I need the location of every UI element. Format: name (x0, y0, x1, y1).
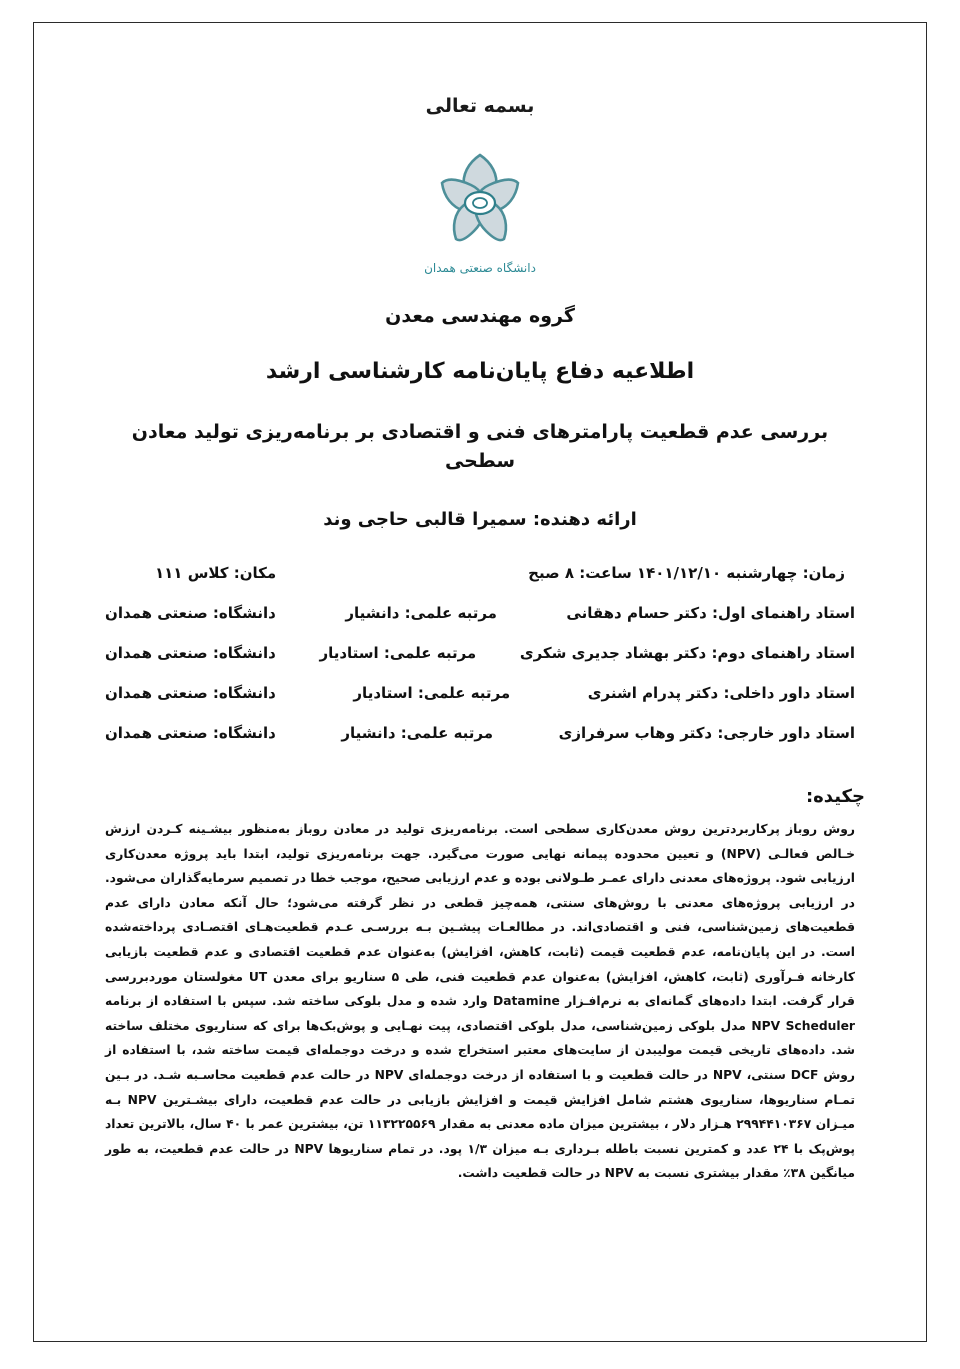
committee-row (95, 724, 865, 742)
committee-list (95, 604, 865, 742)
department-heading: گروه مهندسی معدن (385, 305, 575, 327)
schedule-place: مکان: کلاس ۱۱۱ (155, 564, 277, 582)
schedule-row (95, 564, 865, 582)
document-content (95, 95, 865, 1186)
committee-role-name: استاد راهنمای اول: دکتر حسام دهقانی (566, 604, 855, 622)
committee-rank: مرتبه علمی: استادیار (319, 644, 477, 662)
committee-rank: مرتبه علمی: دانشیار (345, 604, 497, 622)
committee-rank: مرتبه علمی: دانشیار (341, 724, 494, 742)
committee-row (95, 684, 865, 702)
committee-rank: مرتبه علمی: استادیار (353, 684, 511, 702)
committee-university: دانشگاه: صنعتی همدان (105, 644, 276, 662)
abstract-label: چکیده: (805, 786, 865, 807)
committee-university: دانشگاه: صنعتی همدان (105, 724, 276, 742)
logo-caption: دانشگاه صنعتی همدان (424, 261, 536, 275)
notice-title: اطلاعیه دفاع پایان‌نامه کارشناسی ارشد (265, 359, 695, 384)
committee-role-name: استاد داور خارجی: دکتر وهاب سرفرازی (558, 724, 855, 742)
university-logo (95, 143, 865, 255)
committee-row (95, 604, 865, 622)
basmala-heading: بسمه تعالی (425, 95, 535, 117)
committee-university: دانشگاه: صنعتی همدان (105, 604, 276, 622)
thesis-title: بررسی عدم قطعیت پارامترهای فنی و اقتصادی بر برنامه‌ریزی تولید معادن سطحی (131, 421, 829, 472)
schedule-time: زمان: چهارشنبه ۱۴۰۱/۱۲/۱۰ ساعت: ۸ صبح (528, 564, 845, 582)
committee-row (95, 644, 865, 662)
committee-role-name: استاد داور داخلی: دکتر پدرام اشنری (587, 684, 855, 702)
committee-university: دانشگاه: صنعتی همدان (105, 684, 276, 702)
presenter-line: ارائه دهنده: سمیرا قالبی حاجی وند (323, 509, 637, 530)
logo-flower-icon (426, 143, 534, 251)
committee-role-name: استاد راهنمای دوم: دکتر بهشاد جدیری شکری (519, 644, 855, 662)
abstract-text: روش روباز پرکاربردترین روش معدن‌کاری سطحی است. برنامه‌ریزی تولید در معادن روباز به‌منظور بیشـینه کـردن ارزش خـالص فعالـی (NPV) و تعیین محدوده پیمانه نهایی صورت می‌گیرد. جهت برنامه‌ریزی تولید، ابتدا باید پروژه معدن‌کاری ارزیابی شود. پروژه‌های معدنی دارای عمـر طـولانی بوده و عدم ارزیابی صحیح، موجب خطا در تصمیم سرمایه‌گذاران می‌شود. در ارزیابی پروژه‌های معدنی با روش‌های سنتی، همه‌چیز قطعی در نظر گرفته می‌شود؛ حال آنکه معادن دارای عدم قطعیت‌های زمین‌شناسی، فنی و اقتصادی‌اند. در مطالعـات پیشـین بـه بررسـی عـدم قطعیت‌هـای اقتصـادی پرداخته‌شده است. در این پایان‌نامه، عدم قطعیت قیمت (ثابت، کاهش، افزایش) به‌عنوان عدم قطعیت اقتصادی و عدم قطعیت بازیابی کارخانه فـرآوری (ثابت، کاهش، افزایش) به‌عنوان عدم قطعیت فنی، طی ۵ سناریو برای معدن UT مغولستان موردبررسی قرار گرفت. ابتدا داده‌های گمانه‌ای به نرم‌افـزار Datamine وارد شده و مدل بلوکی ساخته شد. سپس با استفاده از برنامه NPV Scheduler مدل بلوکی زمین‌شناسی، مدل بلوکی اقتصادی، پیت نهـایی و پوش‌بک‌ها برای که سناریوی مختلف ساخته شد. داده‌های تاریخی قیمت مولیبدن از سایت‌های معتبر استخراج شده و درخت دوجمله‌ای قیمت ساخته شد، با استفاده از روش DCF سنتی، NPV در حالت قطعیت و با استفاده از درخت دوجمله‌ای NPV در حالت عدم قطعیت محاسـبه شـد. در بـین تمـام سناریوها، سناریوی هشتم شامل افزایش قیمت و افزایش بازیابی در حالت عدم قطعیت، دارای بیشـترین NPV بـه میـزان ۲۹۹۴۴۱۰۳۶۷ هـزار دلار ، بیشترین میزان ماده معدنی به مقدار ۱۱۳۲۲۵۵۶۹ تن، بیشترین عمر با ۴۰ سال، بالاترین تعداد پوش‌پک با ۲۴ عدد و کمترین نسبت باطله بـرداری بـه میزان ۱/۳ پود. در تمام سناریوها NPV در حالت عدم قطعیت، به طور میانگین ۳۸٪ مقدار بیشتری نسبت به NPV در حالت قطعیت داشت. (105, 822, 856, 1181)
